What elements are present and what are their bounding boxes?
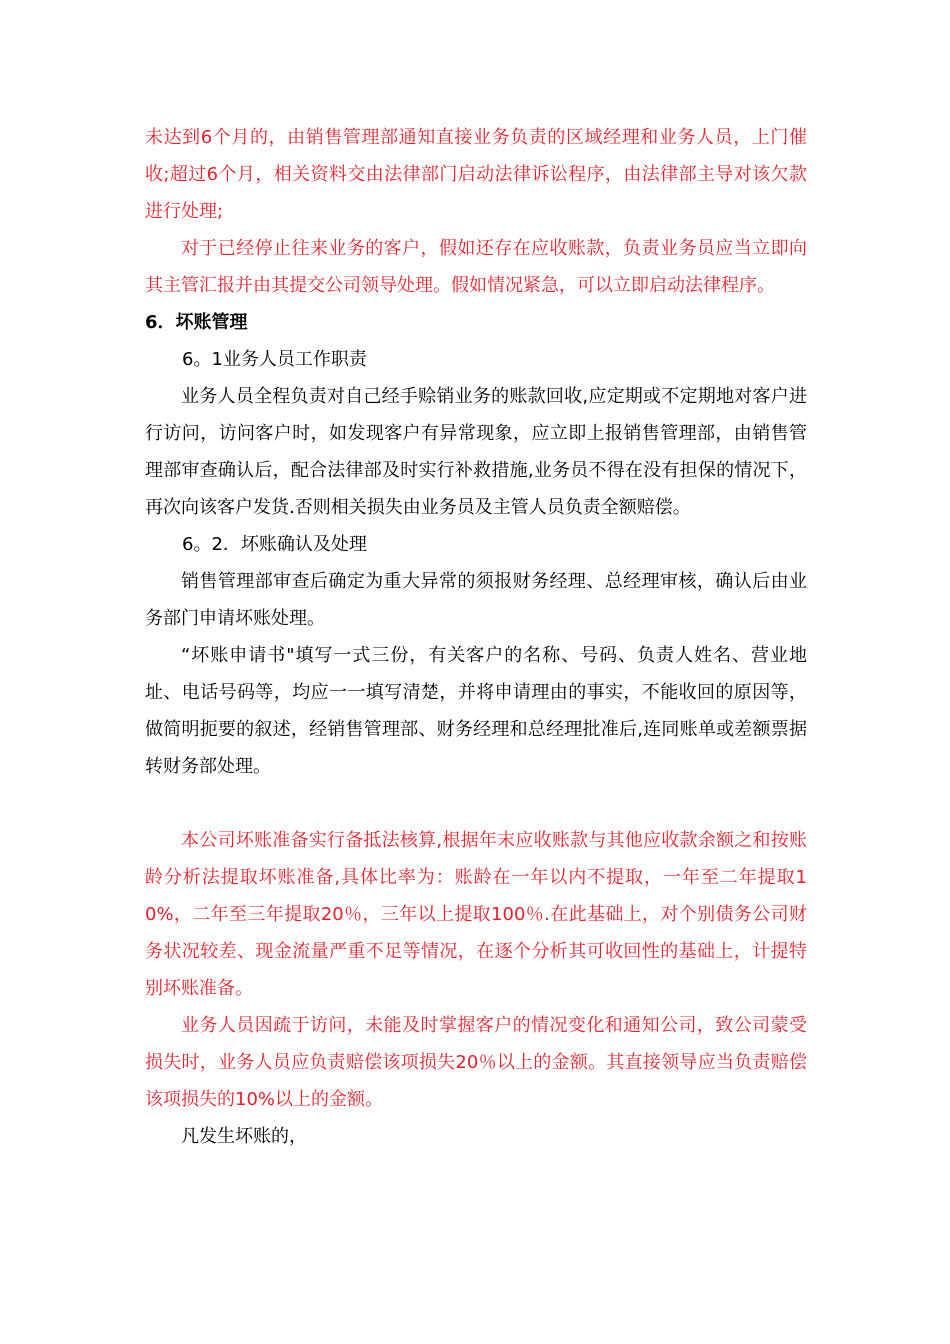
paragraph-review: 销售管理部审查后确定为重大异常的须报财务经理、总经理审核，确认后由业务部门申请坏账处理。 — [145, 571, 807, 629]
paragraph-bad-debt-occurs: 凡发生坏账的， — [181, 1126, 307, 1147]
document-page — [145, 119, 807, 1155]
paragraph-compensation: 业务人员因疏于访问，未能及时掌握客户的情况变化和通知公司，致公司蒙受损失时，业务人员应负责赔偿该项损失20％以上的金额。其直接领导应当负责赔偿该项损失的10%以上的金额。 — [145, 1015, 807, 1110]
paragraph-application-form: “坏账申请书"填写一式三份，有关客户的名称、号码、负责人姓名、营业地址、电话号码等，均应一一填写清楚，并将申请理由的事实，不能收回的原因等，做简明扼要的叙述，经销售管理部、财务经理和总经理批准后,连同账单或差额票据转财务部处理。 — [145, 645, 807, 777]
subsection-heading-confirmation: 6。2．坏账确认及处理 — [182, 534, 367, 555]
section-heading-bad-debt: 6．坏账管理 — [145, 312, 248, 333]
paragraph-overdue-collection: 未达到6个月的，由销售管理部通知直接业务负责的区域经理和业务人员，上门催收;超过6个月，相关资料交由法律部门启动法律诉讼程序，由法律部主导对该欠款进行处理; — [145, 127, 807, 222]
blank-line — [145, 785, 807, 822]
subsection-heading-duties: 6。1业务人员工作职责 — [182, 349, 367, 370]
paragraph-stopped-customers: 对于已经停止往来业务的客户，假如还存在应收账款，负责业务员应当立即向其主管汇报并由其提交公司领导处理。假如情况紧急，可以立即启动法律程序。 — [145, 238, 807, 296]
paragraph-provision: 本公司坏账准备实行备抵法核算,根据年末应收账款与其他应收款余额之和按账龄分析法提取坏账准备,具体比率为：账龄在一年以内不提取，一年至二年提取10%，二年至三年提取20％，三年以上提取100％.在此基础上，对个别债务公司财务状况较差、现金流量严重不足等情况，在逐个分析其可收回性的基础上，计提特别坏账准备。 — [145, 830, 807, 999]
paragraph-duties: 业务人员全程负责对自己经手赊销业务的账款回收,应定期或不定期地对客户进行访问，访问客户时，如发现客户有异常现象，应立即上报销售管理部，由销售管理部审查确认后，配合法律部及时实行补救措施,业务员不得在没有担保的情况下，再次向该客户发货.否则相关损失由业务员及主管人员负责全额赔偿。 — [145, 386, 807, 518]
